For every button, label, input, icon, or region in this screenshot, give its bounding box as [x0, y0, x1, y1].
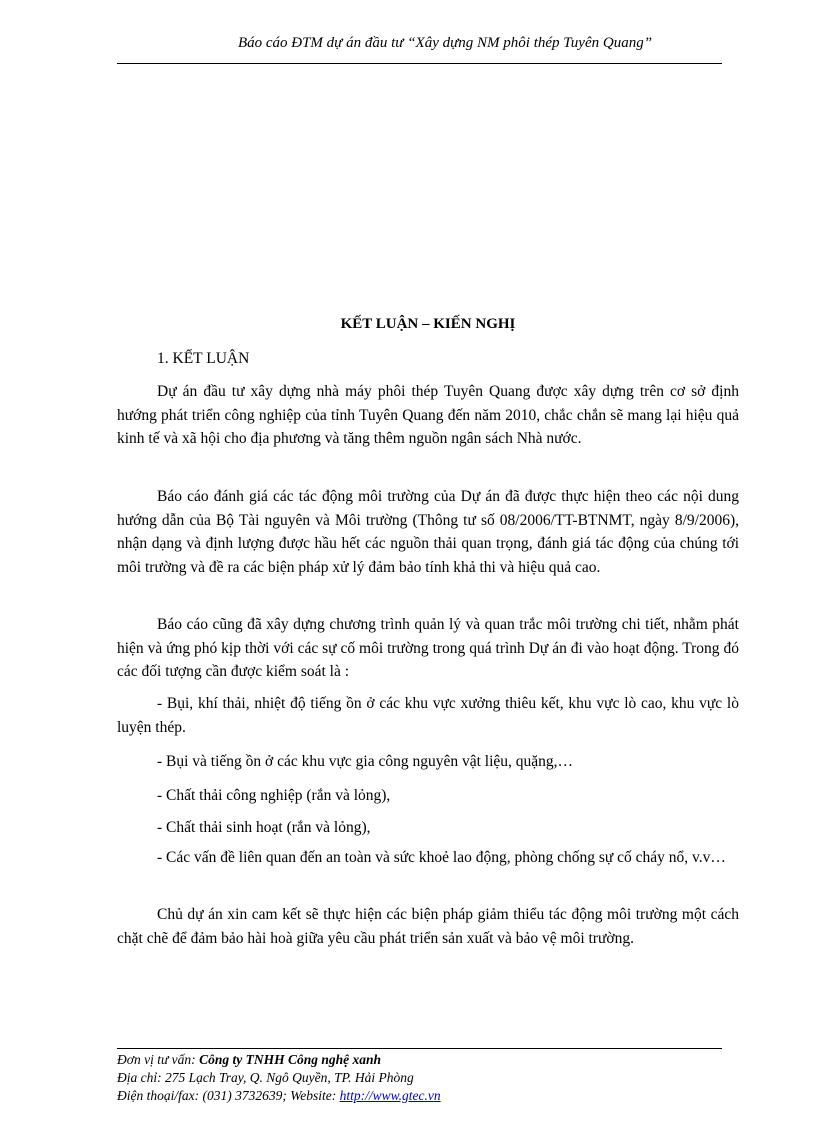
header-rule — [117, 63, 722, 64]
running-header: Báo cáo ĐTM dự án đầu tư “Xây dựng NM phôi thép Tuyên Quang” — [237, 35, 653, 51]
paragraph-assessment: Báo cáo đánh giá các tác động môi trường của Dự án đã được thực hiện theo các nội dung hướng dẫn của Bộ Tài nguyên và Môi trường (Thông tư số 08/2006/TT-BTNMT, ngày 8/9/2006), nhận dạng và định lượng được hầu hết các nguồn thải quan trọng, đánh giá tác động của chúng tới môi trường và đề ra các biện pháp xử lý đảm bảo tính khả thi và hiệu quả cao. — [117, 488, 739, 576]
footer-consultant-label: Đơn vị tư vấn: — [117, 1052, 200, 1067]
page-footer — [117, 1051, 441, 1105]
footer-rule — [117, 1048, 722, 1049]
page-title: KẾT LUẬN – KIẾN NGHỊ — [340, 316, 516, 332]
footer-phone: Điện thoại/fax: (031) 3732639; Website: — [117, 1088, 340, 1103]
footer-consultant — [117, 1051, 441, 1069]
list-item: - Các vấn đề liên quan đến an toàn và sức khoẻ lao động, phòng chống sự cố cháy nổ, v.v… — [157, 849, 726, 866]
section-heading: 1. KẾT LUẬN — [157, 350, 250, 367]
footer-company-name: Công ty TNHH Công nghệ xanh — [199, 1052, 381, 1067]
list-item: - Bụi, khí thải, nhiệt độ tiếng ồn ở các khu vực xưởng thiêu kết, khu vực lò cao, khu vực lò luyện thép. — [117, 695, 739, 736]
list-item: - Bụi và tiếng ồn ở các khu vực gia công nguyên vật liệu, quặng,… — [157, 753, 574, 770]
list-item: - Chất thải công nghiệp (rắn và lỏng), — [157, 787, 391, 804]
website-link[interactable]: http://www.gtec.vn — [339, 1088, 441, 1103]
paragraph-commitment: Chủ dự án xin cam kết sẽ thực hiện các biện pháp giảm thiểu tác động môi trường một cách chặt chẽ để đảm bảo hài hoà giữa yêu cầu phát triển sản xuất và bảo vệ môi trường. — [117, 906, 739, 947]
footer-address: Địa chỉ: 275 Lạch Tray, Q. Ngô Quyền, TP. Hải Phòng — [117, 1070, 414, 1085]
footer-contact — [117, 1087, 441, 1105]
list-item: - Chất thải sinh hoạt (rắn và lỏng), — [157, 819, 371, 836]
paragraph-intro: Dự án đầu tư xây dựng nhà máy phôi thép Tuyên Quang được xây dựng trên cơ sở định hướng phát triển công nghiệp của tỉnh Tuyên Quang đến năm 2010, chắc chắn sẽ mang lại hiệu quả kinh tế và xã hội cho địa phương và tăng thêm nguồn ngân sách Nhà nước. — [117, 383, 739, 447]
paragraph-monitoring: Báo cáo cũng đã xây dựng chương trình quản lý và quan trắc môi trường chi tiết, nhằm phát hiện và ứng phó kịp thời với các sự cố môi trường trong quá trình Dự án đi vào hoạt động. Trong đó các đối tượng cần được kiểm soát là : — [117, 616, 739, 680]
